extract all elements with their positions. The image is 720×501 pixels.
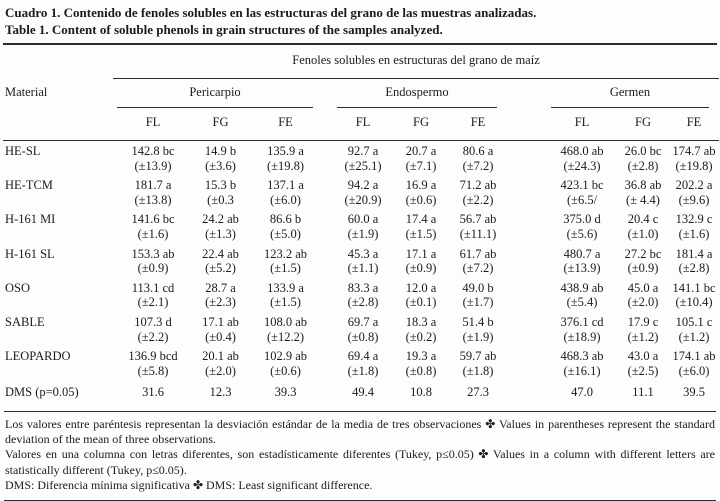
value-cell [248,244,323,278]
std-dev-value: (±2.2) [462,192,494,207]
value-cell [547,312,617,346]
std-dev-value: (±2.8) [627,158,659,173]
table-footnotes [4,411,716,501]
std-dev-value: (±1.7) [462,295,494,310]
mean-value: 45.0 a [627,280,659,295]
value-cell [248,346,323,380]
mean-value: 80.6 a [462,144,494,158]
std-dev-value: (±0.3 [207,192,234,207]
std-dev-value: (±18.9) [563,329,601,344]
value-cell [248,278,323,312]
std-dev-value: (±6.0) [270,192,301,207]
value-cell [669,175,719,209]
spacer-cell [507,244,547,278]
value-cell [333,141,393,176]
value-cell [248,175,323,209]
mean-value: 19.3 a [405,349,437,364]
value-cell [393,141,449,176]
value-cell: 31.6 [142,385,164,400]
footnote-std-dev: Los valores entre paréntesis representan la desviación estándar de la media de tres observaciones ✤ Values in parentheses represent the standard deviation of the mean of three observations. [5,416,715,447]
std-dev-value: (±0.9) [627,261,659,276]
value-cell [617,346,669,380]
std-dev-value: (±0.8) [405,363,437,378]
std-dev-value: (±1.6) [137,226,169,241]
value-cell [393,346,449,380]
mean-value: 36.8 ab [624,178,662,193]
value-cell [113,312,193,346]
mean-value: 86.6 b [269,212,302,227]
spacer-cell [507,278,547,312]
table-row [3,278,719,312]
std-dev-value: (±16.1) [563,363,601,378]
std-dev-value: (±2.0) [627,295,659,310]
mean-value: 15.3 b [204,178,237,193]
value-cell [193,141,248,176]
mean-value: 22.4 ab [202,246,239,261]
value-cell [393,312,449,346]
std-dev-value: (±10.4) [675,295,713,310]
value-cell [669,278,719,312]
value-cell [669,209,719,243]
spacer-cell [507,346,547,380]
value-cell [193,209,248,243]
caption-english: Table 1. Content of soluble phenols in grain structures of the samples analyzed. [5,21,443,37]
mean-value: 123.2 ab [263,246,308,261]
subheader-fe: FE [449,108,507,141]
spacer-cell [323,175,333,209]
value-cell [669,312,719,346]
value-cell [449,175,507,209]
value-cell [113,209,193,243]
std-dev-value: (±0.6) [270,363,301,378]
material-cell: H-161 SL [5,246,55,261]
value-cell: 10.8 [410,385,432,400]
mean-value: 153.3 ab [131,246,175,261]
group-label: Endospermo [337,79,497,108]
value-cell [333,175,393,209]
std-dev-value: (±19.8) [675,158,713,173]
mean-value: 102.9 ab [263,349,308,364]
std-dev-value: (±7.2) [462,261,494,276]
spacer-cell [507,175,547,209]
std-dev-value: (±6.5/ [566,192,598,207]
mean-value: 16.9 a [405,178,437,193]
phenols-table [3,45,719,407]
mean-value: 69.7 a [347,314,379,329]
spacer-cell [507,209,547,243]
material-cell: SABLE [5,314,45,329]
value-cell [547,278,617,312]
empty-material-cell [3,108,113,141]
subheader-fg: FG [193,108,248,141]
mean-value: 108.0 ab [263,314,308,329]
subheader-fl: FL [113,108,193,141]
mean-value: 142.8 bc [131,144,175,158]
value-cell [113,141,193,176]
mean-value: 14.9 b [204,144,237,158]
spanner-row [3,45,719,79]
value-cell [113,244,193,278]
std-dev-value: (±25.1) [344,158,382,173]
value-cell [393,209,449,243]
std-dev-value: (±2.0) [205,363,236,378]
mean-value: 375.0 d [563,212,601,227]
std-dev-value: (±1.5) [270,295,301,310]
value-cell [617,141,669,176]
group-header-pericarpio [113,79,323,109]
mean-value: 17.4 a [405,212,437,227]
caption-spanish: Cuadro 1. Contenido de fenoles solubles en las estructuras del grano de las muestras analizadas. [5,5,537,20]
mean-value: 83.3 a [347,280,379,295]
material-column-header: Material [5,84,48,99]
material-cell: HE-SL [5,144,41,158]
value-cell [617,312,669,346]
std-dev-value: (±1.3) [205,226,236,241]
value-cell [333,312,393,346]
mean-value: 71.2 ab [459,178,497,193]
mean-value: 132.9 c [675,212,713,227]
std-dev-value: (±13.9) [134,158,172,173]
std-dev-value: (±13.8) [134,192,172,207]
std-dev-value: (±6.0) [678,363,710,378]
std-dev-value: (±0.1) [405,295,437,310]
mean-value: 94.2 a [347,178,379,193]
std-dev-value: (±2.8) [347,295,379,310]
value-cell [333,346,393,380]
std-dev-value: (±2.2) [137,329,169,344]
mean-value: 137.1 a [267,178,304,193]
spacer-cell [507,380,547,407]
table-row [3,244,719,278]
material-cell: DMS (p=0.05) [5,385,79,400]
value-cell [333,244,393,278]
std-dev-value: (±5.2) [205,261,236,276]
mean-value: 135.9 a [267,144,304,158]
mean-value: 468.3 ab [560,349,604,364]
value-cell [193,278,248,312]
mean-value: 69.4 a [347,349,379,364]
value-cell [617,244,669,278]
value-cell [449,278,507,312]
value-cell: 11.1 [632,385,654,400]
spacer-cell [323,346,333,380]
mean-value: 376.1 cd [560,314,604,329]
mean-value: 45.3 a [347,246,379,261]
value-cell [449,141,507,176]
subheader-fg: FG [617,108,669,141]
spacer-cell [323,312,333,346]
std-dev-value: (±19.8) [266,158,305,173]
std-dev-value: (±2.1) [137,295,169,310]
mean-value: 17.1 ab [202,314,239,329]
mean-value: 107.3 d [134,314,172,329]
subheader-fl: FL [333,108,393,141]
std-dev-value: (±2.8) [678,261,710,276]
mean-value: 60.0 a [347,212,379,227]
value-cell [669,244,719,278]
std-dev-value: (±0.8) [347,329,379,344]
mean-value: 141.1 bc [672,280,716,295]
std-dev-value: (±0.2) [405,329,437,344]
subheader-row [3,108,719,141]
value-cell [547,346,617,380]
std-dev-value: (±20.9) [344,192,382,207]
mean-value: 17.1 a [405,246,437,261]
spacer-cell [507,108,547,141]
std-dev-value: (±5.6) [566,226,598,241]
mean-value: 133.9 a [267,280,304,295]
std-dev-value: (±0.6) [405,192,437,207]
value-cell [113,346,193,380]
value-cell: 39.3 [274,385,297,400]
std-dev-value: (±7.2) [462,158,494,173]
std-dev-value: (±12.2) [266,329,305,344]
mean-value: 20.1 ab [202,349,239,364]
spacer-cell [323,244,333,278]
mean-value: 92.7 a [347,144,379,158]
std-dev-value: (±5.4) [566,295,598,310]
std-dev-value: (±3.6) [205,158,236,173]
mean-value: 20.7 a [405,144,437,158]
std-dev-value: (±1.1) [347,261,379,276]
value-cell: 49.4 [352,385,374,400]
value-cell [449,244,507,278]
mean-value: 59.7 ab [459,349,497,364]
mean-value: 113.1 cd [131,280,175,295]
mean-value: 141.6 bc [131,212,175,227]
subheader-fe: FE [248,108,323,141]
std-dev-value: (±0.4) [205,329,236,344]
value-cell [248,141,323,176]
value-cell [547,244,617,278]
dms-row [3,380,719,407]
mean-value: 26.0 bc [624,144,662,158]
footnote-dms: DMS: Diferencia mínima significativa ✤ DMS: Least significant difference. [5,477,373,492]
spacer-cell [507,141,547,176]
value-cell [193,244,248,278]
std-dev-value: (±24.3) [563,158,601,173]
std-dev-value: (±2.5) [627,363,659,378]
spacer-cell [507,312,547,346]
mean-value: 136.9 bcd [128,349,178,364]
std-dev-value: (±1.2) [627,329,659,344]
mean-value: 28.7 a [205,280,236,295]
std-dev-value: (±1.5) [270,261,301,276]
std-dev-value: (±1.5) [405,226,437,241]
material-cell: H-161 MI [5,212,56,227]
mean-value: 468.0 ab [560,144,604,158]
mean-value: 181.7 a [134,178,172,193]
value-cell [617,209,669,243]
mean-value: 56.7 ab [459,212,497,227]
std-dev-value: (±1.6) [678,226,710,241]
value-cell [547,141,617,176]
spacer-cell [323,79,333,109]
mean-value: 43.0 a [627,349,659,364]
std-dev-value: (±0.9) [137,261,169,276]
mean-value: 12.0 a [405,280,437,295]
spacer-cell [323,209,333,243]
value-cell [393,175,449,209]
material-cell: HE-TCM [5,178,53,193]
std-dev-value: (±1.8) [462,363,494,378]
value-cell [669,141,719,176]
mean-value: 174.7 ab [672,144,716,158]
value-cell [113,278,193,312]
mean-value: 105.1 c [675,314,713,329]
value-cell: 27.3 [467,385,489,400]
spacer-cell [507,79,547,109]
std-dev-value: (±1.9) [347,226,379,241]
table-row [3,312,719,346]
std-dev-value: (±2.3) [205,295,236,310]
std-dev-value: (±0.9) [405,261,437,276]
table-row [3,175,719,209]
mean-value: 17.9 c [627,314,659,329]
table-header [3,45,719,141]
subheader-fe: FE [669,108,719,141]
spacer-cell [323,108,333,141]
spacer-cell [323,380,333,407]
group-header-row [3,79,719,109]
mean-value: 27.2 bc [624,246,662,261]
mean-value: 174.1 ab [672,349,716,364]
std-dev-value: (±1.8) [347,363,379,378]
value-cell [617,278,669,312]
mean-value: 202.2 a [675,178,713,193]
value-cell [449,312,507,346]
table-row [3,141,719,176]
std-dev-value: (±1.0) [627,226,659,241]
footnote-tukey: Valores en una columna con letras diferentes, son estadísticamente diferentes (Tukey, p≤0.05) ✤ Values in a column with different letters are statistically different (Tukey, p≤0.05). [5,447,715,477]
subheader-fl: FL [547,108,617,141]
material-cell: OSO [5,280,31,295]
mean-value: 61.7 ab [459,246,497,261]
mean-value: 24.2 ab [202,212,239,227]
std-dev-value: (±5.0) [270,226,301,241]
value-cell [547,209,617,243]
table-caption [3,5,717,38]
group-label: Germen [551,79,709,108]
value-cell: 12.3 [209,385,232,400]
value-cell [193,346,248,380]
std-dev-value: (±7.1) [405,158,437,173]
value-cell [193,175,248,209]
spacer-cell [323,141,333,176]
mean-value: 423.1 bc [560,178,604,193]
std-dev-value: (±9.6) [678,192,710,207]
mean-value: 438.9 ab [560,280,604,295]
spacer-cell [323,278,333,312]
std-dev-value: (±1.9) [462,329,494,344]
empty-corner-cell [3,45,113,79]
table-row [3,209,719,243]
value-cell [393,244,449,278]
value-cell [113,175,193,209]
mean-value: 18.3 a [405,314,437,329]
value-cell [449,209,507,243]
mean-value: 480.7 a [563,246,601,261]
value-cell [248,209,323,243]
value-cell: 39.5 [683,385,705,400]
group-header-endospermo [333,79,507,109]
value-cell [333,278,393,312]
std-dev-value: (±11.1) [459,226,497,241]
value-cell [669,346,719,380]
value-cell [617,175,669,209]
value-cell [248,312,323,346]
mean-value: 49.0 b [462,280,494,295]
value-cell [193,312,248,346]
table-row [3,346,719,380]
mean-value: 181.4 a [675,246,713,261]
std-dev-value: (± 4.4) [626,192,660,207]
value-cell [333,209,393,243]
value-cell [393,278,449,312]
value-cell [547,175,617,209]
spanner-heading: Fenoles solubles en estructuras del grano de maíz [113,45,719,79]
value-cell: 47.0 [571,385,593,400]
table-body [3,141,719,407]
group-label: Pericarpio [117,79,313,108]
group-header-germen [547,79,719,109]
subheader-fg: FG [393,108,449,141]
mean-value: 51.4 b [462,314,494,329]
std-dev-value: (±13.9) [563,261,601,276]
mean-value: 20.4 c [627,212,659,227]
std-dev-value: (±1.2) [678,329,710,344]
value-cell [449,346,507,380]
material-cell: LEOPARDO [5,349,71,364]
std-dev-value: (±5.8) [137,363,169,378]
